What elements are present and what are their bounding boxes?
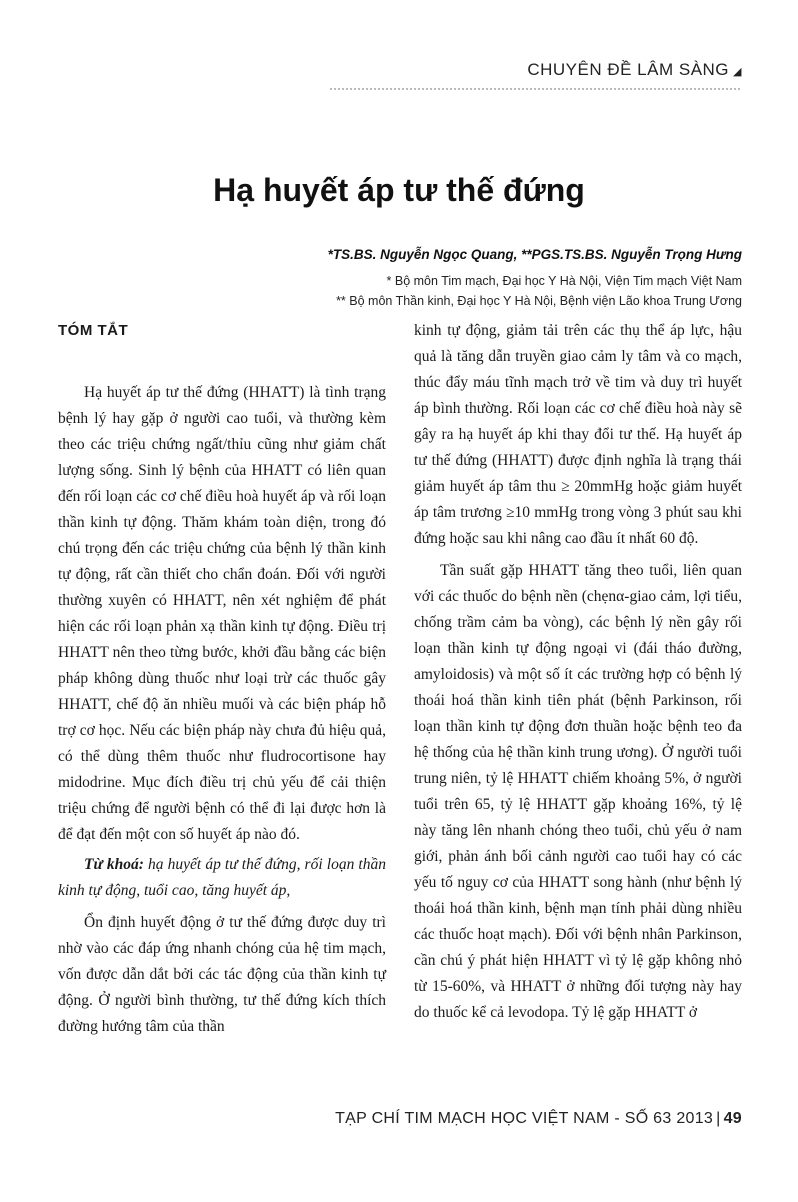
keywords-paragraph [58,852,386,904]
header-rule [330,88,740,90]
section-label: CHUYÊN ĐỀ LÂM SÀNG [527,60,730,79]
body-paragraph-1: kinh tự động, giảm tải trên các thụ thể áp lực, hậu quả là tăng dẫn truyền giao cảm ly tâm và co mạch, thúc đẩy máu tĩnh mạch trở về tim và duy trì huyết áp bình thường. Rối loạn các cơ chế điều hoà này sẽ gây ra hạ huyết áp khi thay đổi tư thế. Hạ huyết áp tư thế đứng (HHATT) được định nghĩa là trạng thái giảm huyết áp tâm thu ≥ 20mmHg hoặc giảm huyết áp tâm trương ≥10 mmHg trong vòng 3 phút sau khi đứng hoặc sau khi nâng cao đầu ít nhất 60 độ. [414,322,742,547]
article-title: Hạ huyết áp tư thế đứng [213,172,585,208]
abstract-heading: TÓM TẮT [58,322,129,339]
author-line: *TS.BS. Nguyễn Ngọc Quang, **PGS.TS.BS. Nguyễn Trọng Hưng [327,247,742,262]
keywords-label: Từ khoá: [84,856,144,873]
section-header [527,60,742,80]
journal-name: TẠP CHÍ TIM MẠCH HỌC VIỆT NAM - SỐ 63 2013 [335,1110,714,1127]
left-column [58,318,386,1040]
intro-paragraph: Ổn định huyết động ở tư thế đứng được duy trì nhờ vào các đáp ứng nhanh chóng của hệ tim mạch, vốn được dẫn dắt bởi các tác động của thần kinh tự động. Ở người bình thường, tư thế đứng kích thích đường hướng tâm của thần [58,914,386,1035]
journal-footer [335,1110,742,1128]
keywords-text: hạ huyết áp tư thế đứng, rối loạn thần kinh tự động, tuổi cao, tăng huyết áp, [58,856,386,899]
right-column [414,318,742,1026]
footer-separator: | [716,1110,721,1127]
body-paragraph-2: Tần suất gặp HHATT tăng theo tuổi, liên quan với các thuốc do bệnh nền (chẹnα-giao cảm, lợi tiểu, chống trầm cảm ba vòng), các bệnh lý nền gây rối loạn thần kinh tự động ngoại vi (đái tháo đường, amyloidosis) và một số ít các trường hợp có bệnh lý thoái hoá thần kinh tiên phát (bệnh Parkinson, rối loạn thần kinh tự động đơn thuần hoặc bệnh teo đa hệ thống của hệ thần kinh trung ương). Ở người tuổi trung niên, tỷ lệ HHATT chiếm khoảng 5%, ở người tuổi trên 65, tỷ lệ HHATT gặp khoảng 16%, tỷ lệ này tăng lên nhanh chóng theo tuổi, chủ yếu ở nam giới, phản ánh bối cảnh người cao tuổi hay có các yếu tố nguy cơ của HHATT song hành (như bệnh lý thoái hoá thần kinh, bệnh mạn tính phải dùng nhiều các thuốc hoạt mạch). Đối với bệnh nhân Parkinson, cần chú ý phát hiện HHATT vì tỷ lệ gặp không nhỏ từ 15-60%, và HHATT ở những đối tượng này hay do thuốc kể cả levodopa. Tỷ lệ gặp HHATT ở [414,562,742,1021]
page-number: 49 [723,1110,742,1127]
triangle-arrow-icon: ◢ [733,66,742,78]
affiliation-1: * Bộ môn Tim mạch, Đại học Y Hà Nội, Viện Tim mạch Việt Nam [386,274,742,288]
affiliation-2: ** Bộ môn Thần kinh, Đại học Y Hà Nội, Bệnh viện Lão khoa Trung Ương [336,294,742,308]
abstract-paragraph: Hạ huyết áp tư thế đứng (HHATT) là tình trạng bệnh lý hay gặp ở người cao tuổi, và thường kèm theo các triệu chứng ngất/thỉu cũng như giảm chất lượng sống. Sinh lý bệnh của HHATT có liên quan đến rối loạn các cơ chế điều hoà huyết áp và rối loạn thần kinh tự động. Thăm khám toàn diện, trong đó chú trọng đến các triệu chứng của bệnh lý thần kinh tự động, rất cần thiết cho chẩn đoán. Đối với người thường xuyên có HHATT, nên xét nghiệm để phát hiện các rối loạn phản xạ thần kinh tự động. Điều trị HHATT nên theo từng bước, khởi đầu bằng các biện pháp không dùng thuốc như loại trừ các thuốc gây HHATT, chế độ ăn nhiều muối và các biện pháp hỗ trợ cơ học. Nếu các biện pháp này chưa đủ hiệu quả, có thể dùng thêm thuốc như fludrocortisone hay midodrine. Mục đích điều trị chủ yếu để cải thiện triệu chứng để người bệnh có thể đi lại được hơn là để đạt đến một con số huyết áp nào đó. [58,384,386,843]
